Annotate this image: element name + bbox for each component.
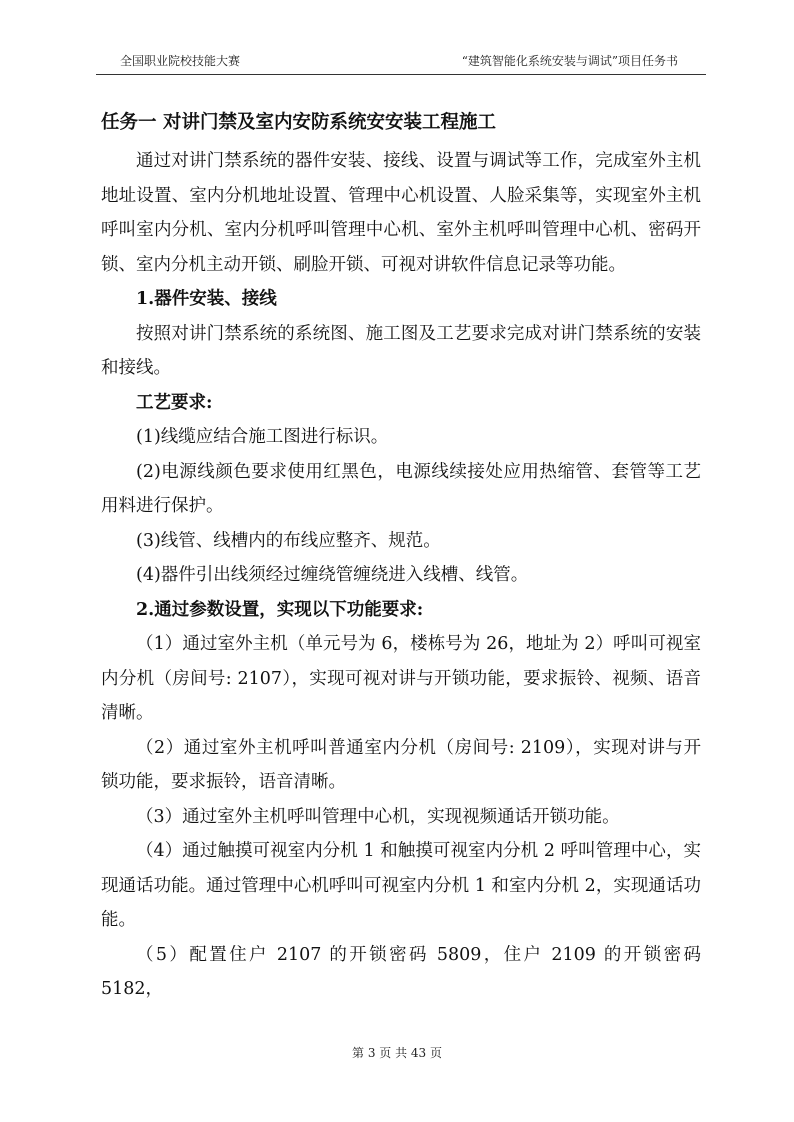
requirement-item: (4)器件引出线须经过缠绕管缠绕进入线槽、线管。 <box>136 565 529 585</box>
task-title: 任务一 对讲门禁及室内安防系统安安装工程施工 <box>101 112 496 133</box>
section1-paragraph: 按照对讲门禁系统的系统图、施工图及工艺要求完成对讲门禁系统的安装和接线。 <box>101 323 701 378</box>
section1-heading: 1.器件安装、接线 <box>136 289 277 309</box>
requirement-item: (3)线管、线槽内的布线应整齐、规范。 <box>136 530 441 551</box>
function-item: （5）配置住户 2107 的开锁密码 5809，住户 2109 的开锁密码 5182， <box>101 944 701 999</box>
page-header <box>96 52 706 72</box>
header-left-text: 全国职业院校技能大赛 <box>120 54 241 68</box>
function-item: （4）通过触摸可视室内分机 1 和触摸可视室内分机 2 呼叫管理中心，实现通话功能。通过管理中心机呼叫可视室内分机 1 和室内分机 2，实现通话功能。 <box>101 841 701 930</box>
requirement-item: (2)电源线颜色要求使用红黑色，电源线续接处应用热缩管、套管等工艺用料进行保护。 <box>101 461 701 516</box>
function-item: （2）通过室外主机呼叫普通室内分机（房间号: 2109），实现对讲与开锁功能，要求振铃，语音清晰。 <box>101 737 701 792</box>
header-rule <box>96 74 706 75</box>
header-right-text: “建筑智能化系统安装与调试”项目任务书 <box>461 54 678 68</box>
intro-paragraph: 通过对讲门禁系统的器件安装、接线、设置与调试等工作，完成室外主机地址设置、室内分机地址设置、管理中心机设置、人脸采集等，实现室外主机呼叫室内分机、室内分机呼叫管理中心机、室外主机呼叫管理中心机、密码开锁、室内分机主动开锁、刷脸开锁、可视对讲软件信息记录等功能。 <box>101 151 701 275</box>
requirement-item: (1)线缆应结合施工图进行标识。 <box>136 427 389 447</box>
page-body <box>101 108 701 1007</box>
function-item: （3）通过室外主机呼叫管理中心机，实现视频通话开锁功能。 <box>136 806 620 827</box>
requirements-heading: 工艺要求: <box>136 392 213 413</box>
function-item: （1）通过室外主机（单元号为 6，楼栋号为 26，地址为 2）呼叫可视室内分机（房间号: 2107），实现可视对讲与开锁功能，要求振铃、视频、语音清晰。 <box>101 634 701 723</box>
page-number: 第 3 页 共 43 页 <box>352 1046 442 1060</box>
section2-heading: 2.通过参数设置，实现以下功能要求: <box>136 599 424 620</box>
